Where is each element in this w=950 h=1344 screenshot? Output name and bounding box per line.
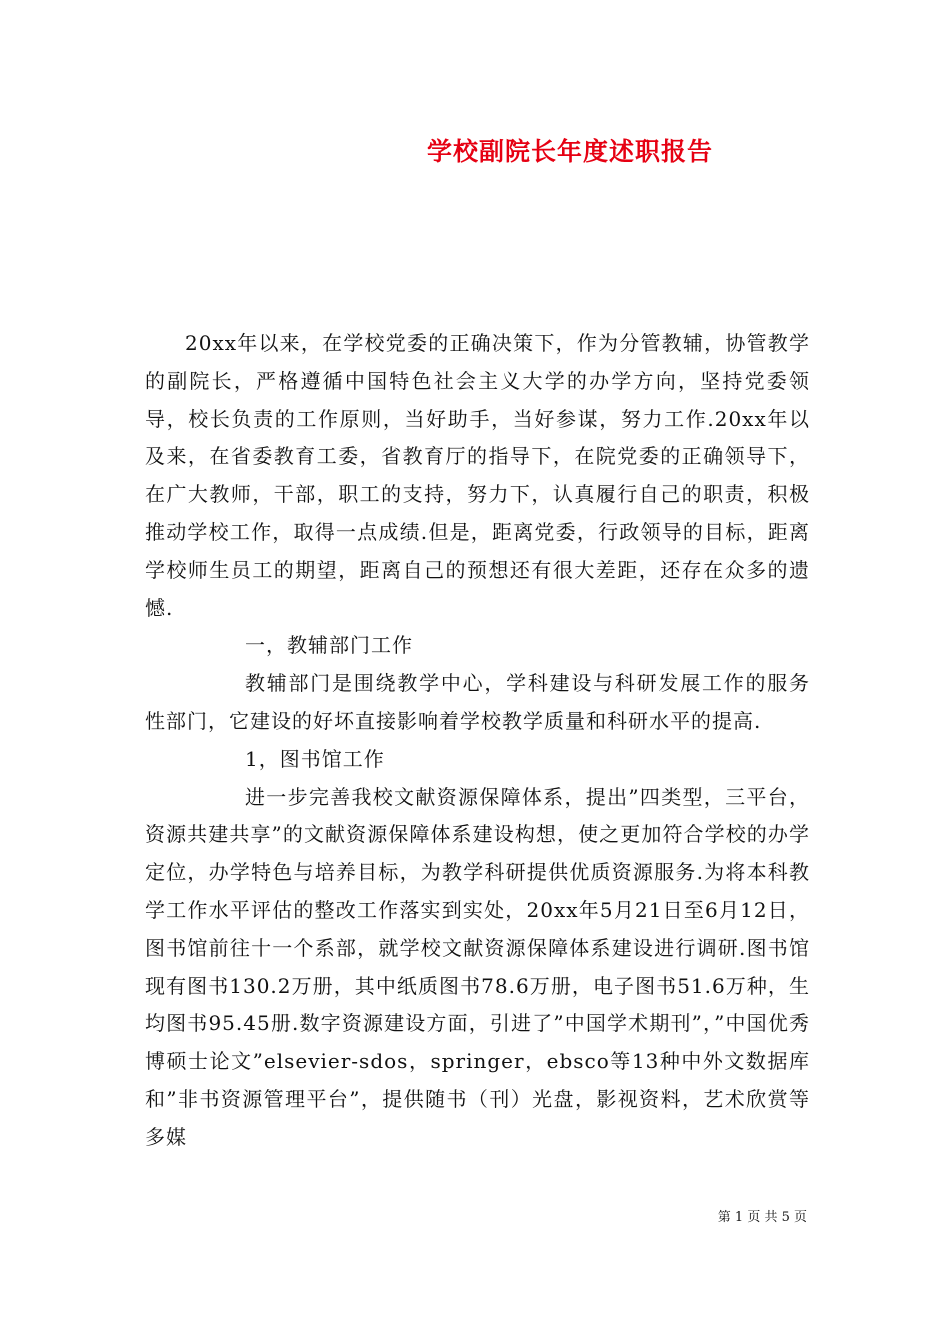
page-number: 第 1 页 共 5 页 — [717, 1210, 807, 1225]
subsection-heading-library: 1，图书馆工作 — [245, 746, 385, 771]
section-heading-teaching-support: 一，教辅部门工作 — [245, 633, 413, 658]
page-title: 学校副院长年度述职报告 — [426, 137, 713, 166]
paragraph-library: 进一步完善我校文献资源保障体系，提出”四类型，三平台，资源共建共享”的文献资源保障体系建设构想，使之更加符合学校的办学定位，办学特色与培养目标，为教学科研提供优质资源服务.为将本科教学工作水平评估的整改工作落实到实处，20xx年5月21日至6月12日，图书馆前往十一个系部，就学校文献资源保障体系建设进行调研.图书馆现有图书130.2万册，其中纸质图书78.6万册，电子图书51.6万种，生均图书95.45册.数字资源建设方面，引进了”中国学术期刊”，”中国优秀博硕士论文”elsevier-sdos，springer，ebsco等13种中外文数据库和”非书资源管理平台”，提供随书（刊）光盘，影视资料，艺术欣赏等多媒 — [145, 784, 810, 1149]
document-body — [145, 325, 810, 1157]
paragraph-teaching-support: 教辅部门是围绕教学中心，学科建设与科研发展工作的服务性部门，它建设的好坏直接影响着学校教学质量和科研水平的提高. — [145, 671, 810, 733]
paragraph-intro: 20xx年以来，在学校党委的正确决策下，作为分管教辅，协管教学的副院长，严格遵循中国特色社会主义大学的办学方向，坚持党委领导，校长负责的工作原则，当好助手，当好参谋，努力工作.20xx年以及来，在省委教育工委，省教育厅的指导下，在院党委的正确领导下，在广大教师，干部，职工的支持，努力下，认真履行自己的职责，积极推动学校工作，取得一点成绩.但是，距离党委，行政领导的目标，距离学校师生员工的期望，距离自己的预想还有很大差距，还存在众多的遗憾. — [145, 331, 810, 620]
